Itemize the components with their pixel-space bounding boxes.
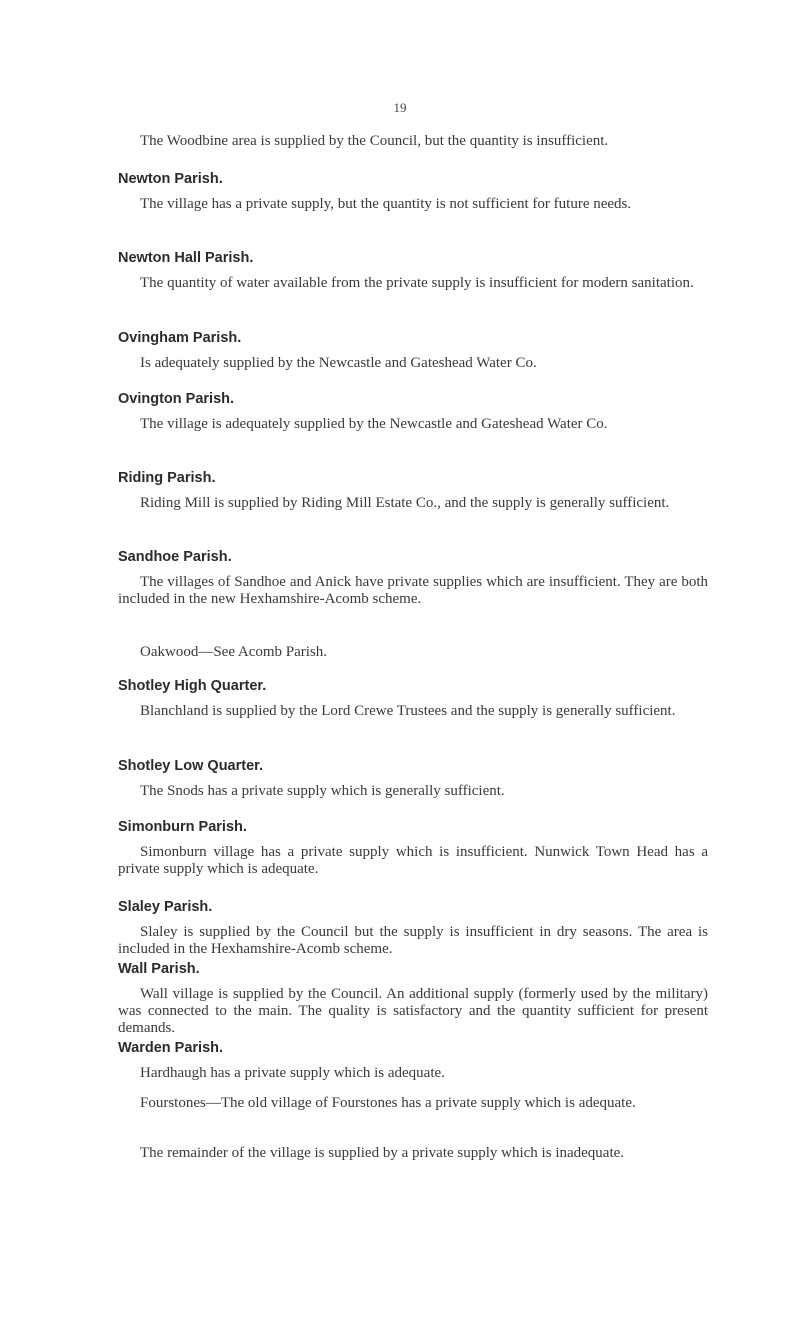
section-heading: Ovingham Parish. bbox=[118, 330, 242, 346]
paragraph: Hardhaugh has a private supply which is adequate. bbox=[140, 1065, 445, 1081]
page-number: 19 bbox=[393, 100, 407, 115]
section-heading: Simonburn Parish. bbox=[118, 819, 247, 835]
paragraph: The village has a private supply, but the quantity is not sufficient for future needs. bbox=[140, 196, 632, 212]
paragraph: Fourstones—The old village of Fourstones has a private supply which is adequate. bbox=[140, 1095, 636, 1111]
section-heading: Shotley High Quarter. bbox=[118, 678, 267, 694]
paragraph: The quantity of water available from the private supply is insufficient for modern sanitation. bbox=[140, 275, 694, 291]
paragraph: Slaley is supplied by the Council but the supply is insufficient in dry seasons. The area is included in the Hexhamshire-Acomb scheme. bbox=[118, 924, 708, 957]
paragraph: Wall village is supplied by the Council. An additional supply (formerly used by the military) was connected to the main. The quality is satisfactory and the quantity sufficient for present demands. bbox=[118, 986, 708, 1036]
section-heading: Wall Parish. bbox=[118, 961, 200, 977]
paragraph: The villages of Sandhoe and Anick have private supplies which are insufficient. They are both included in the new Hexhamshire-Acomb scheme. bbox=[118, 574, 708, 607]
section-heading: Sandhoe Parish. bbox=[118, 549, 232, 565]
section-heading: Shotley Low Quarter. bbox=[118, 758, 264, 774]
paragraph: Is adequately supplied by the Newcastle and Gateshead Water Co. bbox=[140, 355, 537, 371]
paragraph: Blanchland is supplied by the Lord Crewe Trustees and the supply is generally sufficient. bbox=[140, 703, 676, 719]
paragraph: Oakwood—See Acomb Parish. bbox=[140, 644, 328, 660]
section-heading: Riding Parish. bbox=[118, 470, 216, 486]
section-heading: Warden Parish. bbox=[118, 1040, 224, 1056]
section-heading: Slaley Parish. bbox=[118, 899, 213, 915]
paragraph: The Woodbine area is supplied by the Council, but the quantity is insufficient. bbox=[140, 133, 609, 149]
paragraph: The remainder of the village is supplied by a private supply which is inadequate. bbox=[140, 1145, 625, 1161]
paragraph: Riding Mill is supplied by Riding Mill Estate Co., and the supply is generally sufficient. bbox=[140, 495, 670, 511]
section-heading: Newton Hall Parish. bbox=[118, 250, 254, 266]
paragraph: The Snods has a private supply which is generally sufficient. bbox=[140, 783, 505, 799]
section-heading: Ovington Parish. bbox=[118, 391, 235, 407]
paragraph: The village is adequately supplied by the Newcastle and Gateshead Water Co. bbox=[140, 416, 608, 432]
section-heading: Newton Parish. bbox=[118, 171, 223, 187]
paragraph: Simonburn village has a private supply which is insufficient. Nunwick Town Head has a private supply which is adequate. bbox=[118, 844, 708, 877]
